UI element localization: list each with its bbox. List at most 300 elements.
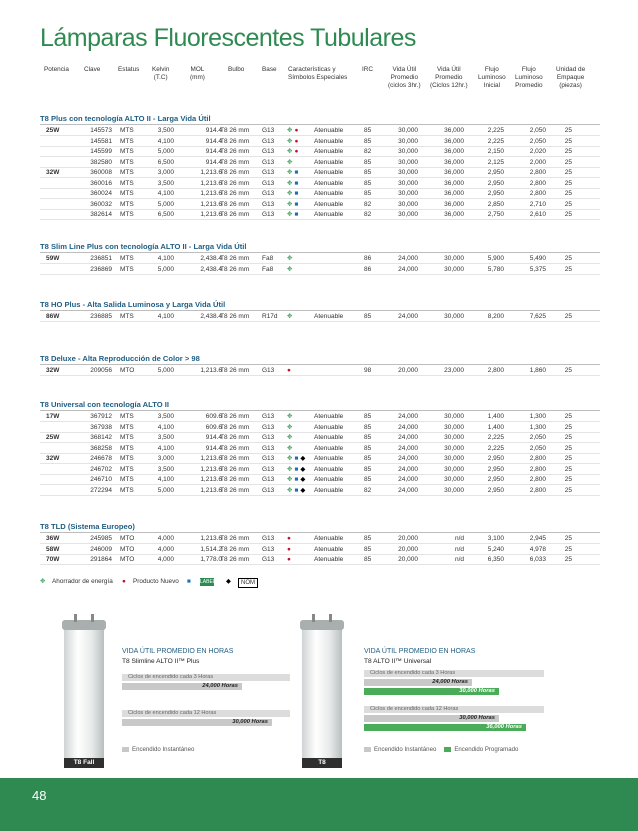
panel2-bar-3h-instant: 24,000 Horas [364, 679, 472, 686]
cell-empaque: 25 [564, 179, 572, 187]
cell-kelvin: 4,100 [157, 476, 174, 483]
cell-flujo-promedio: 2,710 [529, 200, 546, 208]
cell-empaque: 25 [564, 200, 572, 208]
table-row [40, 312, 600, 322]
label-mark-text: LABEL [200, 579, 216, 585]
table-row [40, 158, 600, 168]
cell-flujo-promedio: 2,050 [529, 127, 546, 134]
cell-empaque: 25 [564, 434, 572, 441]
cell-base: G13 [262, 423, 275, 431]
cell-flujo-inicial: 6,350 [487, 556, 504, 563]
cell-clave: 145573 [90, 127, 112, 134]
cell-vida-12h: n/d [454, 535, 464, 542]
table-row [40, 189, 600, 199]
cell-mol: 1,213.6 [200, 211, 222, 218]
energy-saver-icon: ✥ [287, 169, 293, 176]
cell-potencia: 25W [46, 127, 60, 134]
cell-clave: 368142 [90, 434, 112, 441]
cell-vida-12h: 36,000 [444, 158, 464, 166]
cell-flujo-promedio: 2,945 [529, 535, 546, 542]
cell-empaque: 25 [564, 255, 572, 262]
cell-vida-12h: 30,000 [444, 444, 464, 452]
cell-clave: 360032 [90, 200, 112, 208]
section-divider [40, 364, 600, 365]
cell-simbolos [287, 545, 293, 555]
cell-clave: 209056 [90, 367, 112, 374]
cell-mol: 914.4 [205, 158, 222, 166]
cell-vida-12h: 30,000 [444, 434, 464, 441]
cell-clave: 382614 [90, 211, 112, 218]
cell-flujo-inicial: 2,225 [487, 444, 504, 452]
cell-potencia: 17W [46, 413, 60, 420]
cell-simbolos [287, 475, 307, 485]
cell-estatus: MTO [120, 367, 135, 374]
header-irc: IRC [362, 66, 374, 73]
cell-vida-12h: 36,000 [444, 148, 464, 155]
cell-flujo-promedio: 2,800 [529, 465, 546, 473]
cell-caracteristica: Atenuable [314, 556, 344, 563]
cell-empaque: 25 [564, 265, 572, 273]
cell-estatus: MTS [120, 465, 134, 473]
table-row [40, 137, 600, 147]
cell-mol: 1,213.6 [200, 455, 222, 462]
cell-simbolos [287, 412, 294, 422]
cell-kelvin: 3,500 [157, 434, 174, 441]
cell-empaque: 25 [564, 169, 572, 176]
cell-caracteristica: Atenuable [314, 465, 344, 473]
cell-kelvin: 5,000 [157, 148, 174, 155]
cell-flujo-promedio: 2,800 [529, 476, 546, 483]
header-flujo-promedio: Flujo Luminoso Promedio [515, 66, 543, 89]
cell-estatus: MTS [120, 200, 134, 208]
energy-saver-icon: ✥ [287, 211, 293, 218]
cell-flujo-inicial: 2,950 [487, 486, 504, 494]
cell-base: G13 [262, 211, 275, 218]
cell-potencia: 58W [46, 545, 60, 553]
cell-caracteristica: Atenuable [314, 127, 344, 134]
panel1-cap3: Ciclos de encendido cada 3 Horas [128, 674, 214, 680]
cell-clave: 145581 [90, 137, 112, 145]
cell-clave: 360016 [90, 179, 112, 187]
cell-vida-12h: 36,000 [444, 200, 464, 208]
cell-mol: 609.6 [205, 423, 222, 431]
cell-flujo-inicial: 5,780 [487, 265, 504, 273]
cell-flujo-inicial: 2,800 [487, 367, 504, 374]
cell-simbolos [287, 423, 294, 433]
cell-base: G13 [262, 545, 275, 553]
cell-irc: 85 [364, 476, 372, 483]
cell-potencia: 32W [46, 169, 60, 176]
cell-caracteristica: Atenuable [314, 190, 344, 197]
cell-estatus: MTS [120, 211, 134, 218]
cell-simbolos [287, 168, 300, 178]
new-product-icon: ● [287, 556, 291, 563]
cell-empaque: 25 [564, 423, 572, 431]
table-row [40, 210, 600, 220]
energy-saver-icon: ✥ [287, 423, 293, 431]
cell-mol: 1,213.6 [200, 169, 222, 176]
cell-simbolos [287, 158, 294, 168]
section-divider [40, 532, 600, 533]
header-estatus: Estatus [118, 66, 140, 73]
cell-kelvin: 3,500 [157, 127, 174, 134]
energy-saver-icon: ✥ [287, 127, 293, 134]
page-title: Lámparas Fluorescentes Tubulares [40, 24, 416, 52]
cell-bulbo: T8 26 mm [220, 169, 250, 176]
cell-mol: 2,438.4 [200, 265, 222, 273]
energy-saver-icon: ✥ [287, 455, 293, 462]
cell-kelvin: 4,100 [157, 190, 174, 197]
cell-caracteristica: Atenuable [314, 434, 344, 441]
cell-caracteristica: Atenuable [314, 148, 344, 155]
table-row [40, 412, 600, 422]
header-base: Base [262, 66, 277, 73]
label-square-icon: ■ [294, 211, 299, 218]
cell-simbolos [287, 137, 300, 147]
cell-base: G13 [262, 465, 275, 473]
tube-lamp-image-2 [296, 614, 348, 766]
cell-flujo-inicial: 2,750 [487, 211, 504, 218]
cell-vida-3h: 24,000 [398, 423, 418, 431]
cell-clave: 246009 [90, 545, 112, 553]
cell-clave: 382580 [90, 158, 112, 166]
cell-irc: 86 [364, 265, 372, 273]
cell-flujo-inicial: 8,200 [487, 313, 504, 320]
cell-vida-3h: 24,000 [398, 265, 418, 273]
cell-potencia: 36W [46, 535, 60, 542]
energy-saver-icon: ✥ [287, 200, 293, 208]
cell-vida-3h: 20,000 [398, 535, 418, 542]
cell-vida-3h: 30,000 [398, 211, 418, 218]
cell-mol: 914.4 [205, 127, 222, 134]
cell-flujo-inicial: 1,400 [487, 413, 504, 420]
cell-base: G13 [262, 158, 275, 166]
cell-base: G13 [262, 455, 275, 462]
new-product-icon: ● [287, 367, 291, 374]
cell-vida-3h: 24,000 [398, 313, 418, 320]
cell-base: G13 [262, 190, 275, 197]
cell-irc: 85 [364, 444, 372, 452]
new-product-icon: ● [287, 545, 291, 553]
cell-empaque: 25 [564, 455, 572, 462]
cell-clave: 291864 [90, 556, 112, 563]
cell-estatus: MTS [120, 169, 134, 176]
life-charts-area [0, 608, 638, 778]
cell-bulbo: T8 26 mm [220, 211, 250, 218]
cell-caracteristica: Atenuable [314, 137, 344, 145]
cell-empaque: 25 [564, 476, 572, 483]
cell-empaque: 25 [564, 535, 572, 542]
cell-base: G13 [262, 179, 275, 187]
cell-bulbo: T8 26 mm [220, 444, 250, 452]
cell-clave: 367938 [90, 423, 112, 431]
cell-empaque: 25 [564, 190, 572, 197]
cell-clave: 245985 [90, 535, 112, 542]
cell-vida-3h: 20,000 [398, 556, 418, 563]
cell-vida-3h: 24,000 [398, 444, 418, 452]
cell-estatus: MTS [120, 190, 134, 197]
diamond-icon: ◆ [300, 486, 306, 494]
cell-caracteristica: Atenuable [314, 179, 344, 187]
cell-base: G13 [262, 535, 275, 542]
cell-empaque: 25 [564, 158, 572, 166]
cell-bulbo: T8 26 mm [220, 137, 250, 145]
cell-flujo-inicial: 2,950 [487, 476, 504, 483]
cell-base: Fa8 [262, 255, 274, 262]
cell-base: G13 [262, 169, 275, 176]
cell-flujo-inicial: 2,225 [487, 434, 504, 441]
table-row [40, 444, 600, 454]
cell-mol: 1,213.6 [200, 179, 222, 187]
cell-bulbo: T8 26 mm [220, 158, 250, 166]
cell-flujo-inicial: 2,225 [487, 127, 504, 134]
diamond-icon: ◆ [300, 465, 306, 473]
table-row [40, 555, 600, 565]
table-row [40, 366, 600, 376]
cell-mol: 914.4 [205, 148, 222, 155]
cell-clave: 246678 [90, 455, 112, 462]
cell-empaque: 25 [564, 556, 572, 563]
cell-kelvin: 6,500 [157, 211, 174, 218]
label-square-icon: ■ [294, 190, 299, 197]
table-row [40, 200, 600, 210]
cell-flujo-inicial: 2,950 [487, 455, 504, 462]
cell-irc: 85 [364, 137, 372, 145]
table-row [40, 454, 600, 464]
cell-bulbo: T8 26 mm [220, 148, 250, 155]
cell-flujo-promedio: 2,050 [529, 444, 546, 452]
cell-bulbo: T8 26 mm [220, 545, 250, 553]
cell-bulbo: T8 26 mm [220, 486, 250, 494]
cell-empaque: 25 [564, 465, 572, 473]
energy-saver-icon: ✥ [287, 434, 293, 441]
cell-bulbo: T8 26 mm [220, 556, 250, 563]
cell-irc: 85 [364, 179, 372, 187]
cell-base: G13 [262, 148, 275, 155]
new-product-icon: ● [122, 578, 126, 585]
cell-flujo-promedio: 7,625 [529, 313, 546, 320]
cell-base: G13 [262, 413, 275, 420]
cell-vida-3h: 24,000 [398, 255, 418, 262]
cell-base: G13 [262, 486, 275, 494]
cell-potencia: 86W [46, 313, 60, 320]
table-row [40, 126, 600, 136]
cell-caracteristica: Atenuable [314, 211, 344, 218]
diamond-icon: ◆ [300, 455, 306, 462]
energy-saver-icon: ✥ [287, 190, 293, 197]
cell-base: G13 [262, 444, 275, 452]
panel2-bar-12h-programmed: 36,000 Horas [364, 724, 526, 731]
diamond-icon: ◆ [226, 578, 231, 585]
table-row [40, 254, 600, 264]
panel1-legend-label: Encendido Instantáneo [132, 746, 195, 753]
cell-caracteristica: Atenuable [314, 423, 344, 431]
cell-caracteristica: Atenuable [314, 535, 344, 542]
cell-estatus: MTS [120, 158, 134, 166]
cell-simbolos [287, 189, 300, 199]
cell-estatus: MTS [120, 255, 134, 262]
cell-irc: 85 [364, 434, 372, 441]
cell-vida-12h: 30,000 [444, 255, 464, 262]
cell-irc: 85 [364, 423, 372, 431]
cell-kelvin: 4,100 [157, 137, 174, 145]
cell-estatus: MTS [120, 179, 134, 187]
cell-mol: 1,213.6 [200, 535, 222, 542]
cell-irc: 85 [364, 413, 372, 420]
cell-flujo-inicial: 1,400 [487, 423, 504, 431]
cell-bulbo: T8 26 mm [220, 434, 250, 441]
cell-irc: 85 [364, 455, 372, 462]
table-row [40, 265, 600, 275]
cell-mol: 1,213.6 [200, 465, 222, 473]
cell-vida-3h: 24,000 [398, 434, 418, 441]
cell-vida-12h: n/d [454, 545, 464, 553]
section-title: T8 HO Plus - Alta Salida Luminosa y Larga Vida Útil [40, 300, 226, 309]
cell-estatus: MTS [120, 413, 134, 420]
cell-empaque: 25 [564, 367, 572, 374]
cell-kelvin: 4,100 [157, 423, 174, 431]
cell-bulbo: T8 26 mm [220, 200, 250, 208]
cell-flujo-inicial: 5,900 [487, 255, 504, 262]
header-caracteristicas: Características y Símbolos Especiales [288, 66, 348, 81]
cell-simbolos [287, 265, 294, 275]
cell-vida-3h: 30,000 [398, 169, 418, 176]
cell-mol: 1,213.6 [200, 476, 222, 483]
cell-clave: 360024 [90, 190, 112, 197]
header-flujo-inicial: Flujo Luminoso Inicial [478, 66, 506, 89]
energy-saver-icon: ✥ [287, 179, 293, 187]
cell-base: G13 [262, 137, 275, 145]
cell-vida-12h: 36,000 [444, 137, 464, 145]
cell-flujo-promedio: 2,610 [529, 211, 546, 218]
cell-bulbo: T8 26 mm [220, 255, 250, 262]
cell-kelvin: 5,000 [157, 486, 174, 494]
table-row [40, 423, 600, 433]
label-square-icon: ■ [294, 465, 299, 473]
cell-irc: 85 [364, 127, 372, 134]
section-title: T8 Slim Line Plus con tecnología ALTO II - Larga Vida Útil [40, 242, 247, 251]
cell-vida-3h: 20,000 [398, 367, 418, 374]
cell-mol: 1,213.6 [200, 367, 222, 374]
cell-kelvin: 4,100 [157, 444, 174, 452]
cell-irc: 85 [364, 190, 372, 197]
cell-estatus: MTO [120, 556, 135, 563]
new-product-icon: ● [294, 137, 299, 145]
cell-kelvin: 3,000 [157, 169, 174, 176]
energy-saver-icon: ✥ [287, 158, 293, 166]
cell-flujo-promedio: 2,000 [529, 158, 546, 166]
cell-simbolos [287, 465, 307, 475]
cell-flujo-inicial: 2,150 [487, 148, 504, 155]
cell-vida-3h: 30,000 [398, 127, 418, 134]
cell-vida-12h: n/d [454, 556, 464, 563]
cell-vida-12h: 36,000 [444, 211, 464, 218]
cell-simbolos [287, 126, 300, 136]
cell-estatus: MTS [120, 423, 134, 431]
cell-caracteristica: Atenuable [314, 444, 344, 452]
cell-bulbo: T8 26 mm [220, 313, 250, 320]
cell-flujo-inicial: 5,240 [487, 545, 504, 553]
section-divider [40, 410, 600, 411]
cell-flujo-promedio: 4,978 [529, 545, 546, 553]
panel2-legend [364, 746, 518, 753]
cell-empaque: 25 [564, 148, 572, 155]
cell-simbolos [287, 534, 293, 544]
cell-empaque: 25 [564, 137, 572, 145]
cell-simbolos [287, 433, 294, 443]
cell-kelvin: 6,500 [157, 158, 174, 166]
label-square-icon: ■ [294, 486, 299, 494]
panel1-subtitle: T8 Slimline ALTO II™ Plus [122, 658, 200, 665]
cell-kelvin: 4,000 [157, 545, 174, 553]
section-divider [40, 124, 600, 125]
cell-kelvin: 3,000 [157, 455, 174, 462]
cell-bulbo: T8 26 mm [220, 423, 250, 431]
table-row [40, 486, 600, 496]
label-square-icon: ■ [294, 455, 299, 462]
cell-mol: 609.6 [205, 413, 222, 420]
cell-base: G13 [262, 367, 275, 374]
cell-flujo-inicial: 2,225 [487, 137, 504, 145]
cell-simbolos [287, 454, 307, 464]
header-clave: Clave [84, 66, 101, 73]
cell-simbolos [287, 486, 307, 496]
cell-kelvin: 4,100 [157, 255, 174, 262]
legend-energy-saver: Ahorrador de energía [52, 578, 113, 585]
swatch-programmed [444, 747, 451, 752]
cell-clave: 246710 [90, 476, 112, 483]
cell-potencia: 59W [46, 255, 60, 262]
panel1-cap12: Ciclos de encendido cada 12 Horas [128, 710, 217, 716]
new-product-icon: ● [294, 148, 299, 155]
energy-saver-icon: ✥ [287, 137, 293, 145]
cell-flujo-inicial: 2,125 [487, 158, 504, 166]
cell-base: G13 [262, 556, 275, 563]
energy-saver-icon: ✥ [287, 255, 293, 262]
table-row [40, 168, 600, 178]
cell-base: R17d [262, 313, 278, 320]
cell-bulbo: T8 26 mm [220, 179, 250, 187]
cell-mol: 1,213.6 [200, 200, 222, 208]
cell-flujo-promedio: 2,800 [529, 190, 546, 197]
cell-irc: 85 [364, 535, 372, 542]
table-row [40, 534, 600, 544]
cell-base: G13 [262, 476, 275, 483]
header-vida-12h: Vida Útil Promedio (Ciclos 12hr.) [430, 66, 468, 89]
cell-vida-3h: 24,000 [398, 486, 418, 494]
cell-estatus: MTS [120, 265, 134, 273]
label-square-icon: ■ [294, 476, 299, 483]
cell-caracteristica: Atenuable [314, 169, 344, 176]
cell-irc: 82 [364, 200, 372, 208]
cell-flujo-promedio: 2,800 [529, 179, 546, 187]
page-number: 48 [32, 788, 47, 803]
cell-bulbo: T8 26 mm [220, 535, 250, 542]
cell-vida-3h: 24,000 [398, 476, 418, 483]
section-divider [40, 252, 600, 253]
cell-caracteristica: Atenuable [314, 313, 344, 320]
cell-simbolos [287, 210, 300, 220]
cell-clave: 236869 [90, 265, 112, 273]
cell-clave: 236851 [90, 255, 112, 262]
footer-band [0, 778, 638, 831]
cell-irc: 85 [364, 169, 372, 176]
cell-vida-3h: 20,000 [398, 545, 418, 553]
header-empaque: Unidad de Empaque (piezas) [556, 66, 586, 89]
cell-empaque: 25 [564, 486, 572, 494]
cell-irc: 98 [364, 367, 372, 374]
section-title: T8 Plus con tecnología ALTO II - Larga Vida Útil [40, 114, 211, 123]
